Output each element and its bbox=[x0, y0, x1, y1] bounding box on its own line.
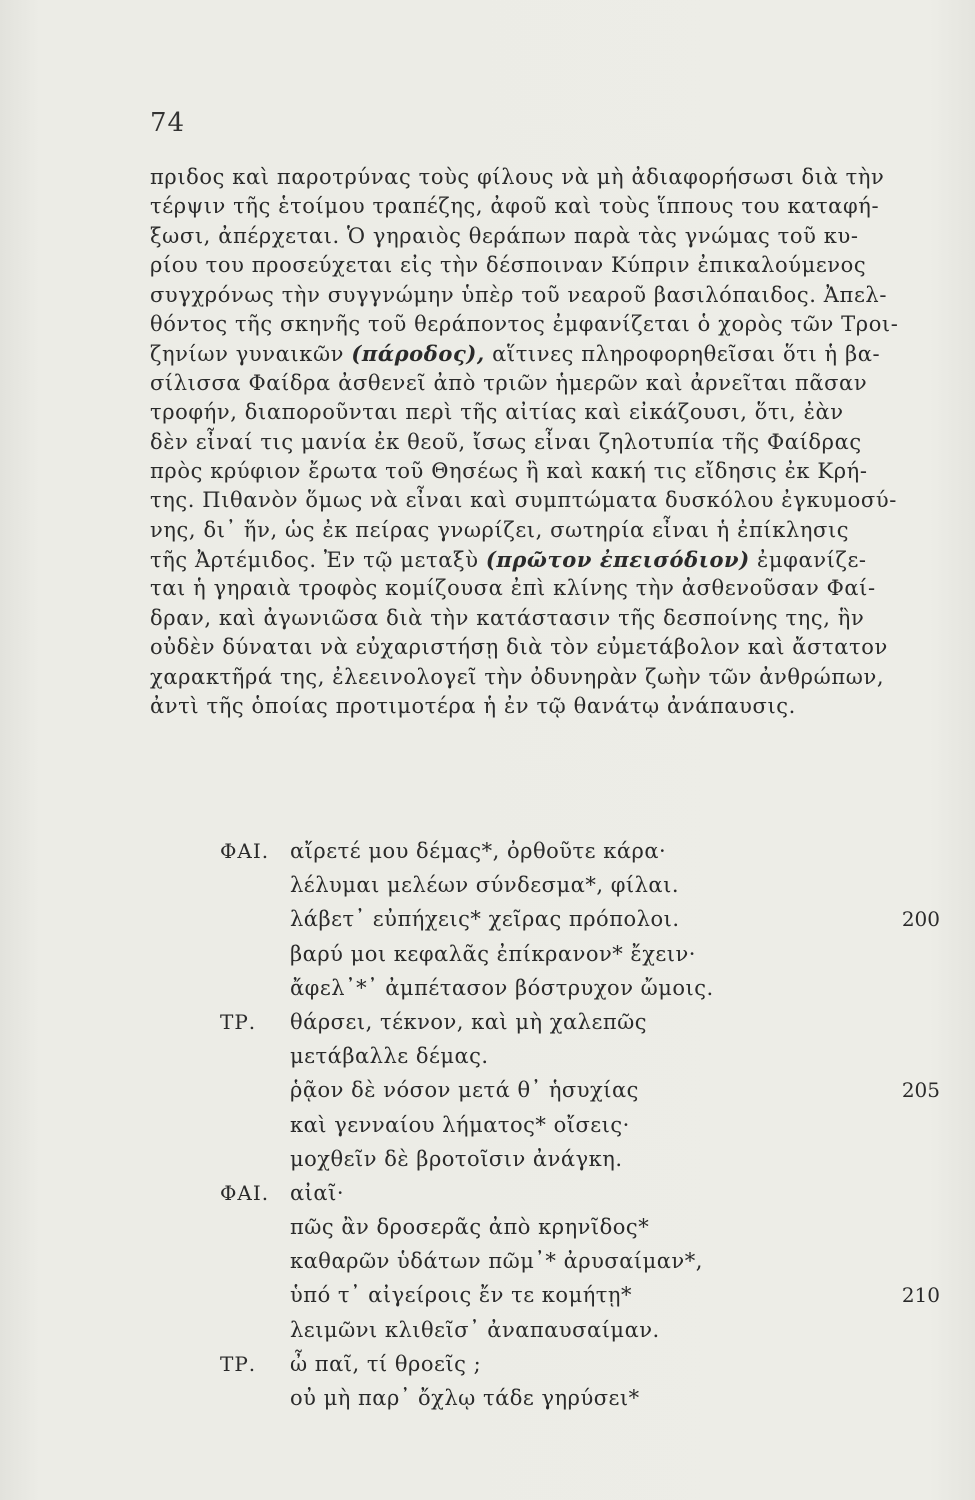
verse-line bbox=[220, 937, 960, 971]
verse-text: ῥᾷον δὲ νόσον μετά θ᾽ ἡσυχίας bbox=[290, 1078, 639, 1103]
prose-line: συγχρόνως τὴν συγγνώμην ὑπὲρ τοῦ νεαροῦ βασιλόπαιδος. Ἀπελ- bbox=[150, 282, 888, 307]
verse-line bbox=[220, 1108, 960, 1142]
verse-text: θάρσει, τέκνον, καὶ μὴ χαλεπῶς bbox=[290, 1009, 648, 1034]
prose-line: της. Πιθανὸν ὅμως νὰ εἶναι καὶ συμπτώματα δυσκόλου ἐγκυμοσύ- bbox=[150, 488, 897, 513]
verse-line bbox=[220, 971, 960, 1005]
prose-line: οὐδὲν δύναται νὰ εὐχαριστήσῃ διὰ τὸν εὐμετάβολον καὶ ἄστατον bbox=[150, 635, 888, 660]
verse-line bbox=[220, 1073, 960, 1107]
prose-line: ται ἡ γηραιὰ τροφὸς κομίζουσα ἐπὶ κλίνης τὴν ἀσθενοῦσαν Φαί- bbox=[150, 576, 876, 601]
verse-line bbox=[220, 1210, 960, 1244]
verse-text: αἰαῖ· bbox=[290, 1180, 345, 1205]
speaker-label: ΤΡ. bbox=[220, 1009, 257, 1034]
prose-text: τῆς Ἀρτέμιδος. Ἐν τῷ μεταξὺ bbox=[150, 548, 486, 573]
verse-line bbox=[220, 834, 960, 868]
prose-line: νης, δι᾽ ἥν, ὡς ἐκ πείρας γνωρίζει, σωτηρία εἶναι ἡ ἐπίκλησις bbox=[150, 517, 850, 542]
speaker-label: ΦΑΙ. bbox=[220, 1180, 270, 1205]
prose-line: σίλισσα Φαίδρα ἀσθενεῖ ἀπὸ τριῶν ἡμερῶν καὶ ἀρνεῖται πᾶσαν bbox=[150, 370, 868, 395]
verse-text: βαρύ μοι κεφαλᾶς ἐπίκρανον* ἔχειν· bbox=[290, 941, 696, 966]
prose-text: ἐμφανίζε- bbox=[749, 548, 867, 573]
verse-line bbox=[220, 1005, 960, 1039]
prose-line: δὲν εἶναί τις μανία ἐκ θεοῦ, ἴσως εἶναι ζηλοτυπία τῆς Φαίδρας bbox=[150, 429, 862, 454]
prose-line: πριδος καὶ παροτρύνας τοὺς φίλους νὰ μὴ ἀδιαφορήσωσι διὰ τὴν bbox=[150, 165, 885, 189]
verse-text: ἄφελ᾽*᾽ ἀμπέτασον βόστρυχον ὤμοις. bbox=[290, 975, 714, 1000]
prose-line: τροφήν, διαποροῦνται περὶ τῆς αἰτίας καὶ εἰκάζουσι, ὅτι, ἐὰν bbox=[150, 400, 844, 425]
prose-line bbox=[150, 545, 950, 574]
parodos-term: (πάροδος), bbox=[351, 341, 485, 367]
epeisodion-term: (πρῶτον ἐπεισόδιον) bbox=[485, 547, 750, 573]
verse-line bbox=[220, 1142, 960, 1176]
verse-block bbox=[220, 834, 960, 1415]
prose-text: ζηνίων γυναικῶν bbox=[150, 342, 352, 367]
verse-line bbox=[220, 1347, 960, 1381]
verse-text: μοχθεῖν δὲ βροτοῖσιν ἀνάγκη. bbox=[290, 1146, 623, 1171]
prose-line: χαρακτῆρά της, ἐλεεινολογεῖ τὴν ὀδυνηρὰν ζωὴν τῶν ἀνθρώπων, bbox=[150, 664, 885, 689]
verse-line bbox=[220, 1313, 960, 1347]
verse-text: λέλυμαι μελέων σύνδεσμα*, φίλαι. bbox=[290, 873, 680, 898]
speaker-label: ΦΑΙ. bbox=[220, 839, 270, 863]
verse-text: λειμῶνι κλιθεῖσ᾽ ἀναπαυσαίμαν. bbox=[290, 1317, 660, 1342]
prose-line: θόντος τῆς σκηνῆς τοῦ θεράποντος ἐμφανίζεται ὁ χορὸς τῶν Τροι- bbox=[150, 311, 899, 336]
verse-text: οὐ μὴ παρ᾽ ὄχλῳ τάδε γηρύσει* bbox=[290, 1386, 640, 1410]
prose-text: αἵτινες πληροφορηθεῖσαι ὅτι ἡ βα- bbox=[484, 342, 881, 367]
verse-line bbox=[220, 1278, 960, 1312]
verse-line bbox=[220, 1381, 960, 1415]
verse-text: ὦ παῖ, τί θροεῖς ; bbox=[290, 1351, 482, 1376]
verse-line bbox=[220, 1176, 960, 1210]
prose-line: πρὸς κρύφιον ἔρωτα τοῦ Θησέως ἢ καὶ κακή τις εἴδησις ἐκ Κρή- bbox=[150, 458, 868, 483]
line-number: 210 bbox=[901, 1283, 940, 1308]
prose-line: τέρψιν τῆς ἑτοίμου τραπέζης, ἀφοῦ καὶ τοὺς ἵππους του καταφή- bbox=[150, 194, 880, 219]
prose-line: ρίου του προσεύχεται εἰς τὴν δέσποιναν Κύπριν ἐπικαλούμενος bbox=[150, 253, 867, 278]
prose-line bbox=[150, 339, 950, 368]
verse-text: καθαρῶν ὑδάτων πῶμ᾽* ἀρυσαίμαν*, bbox=[290, 1249, 703, 1274]
speaker-label: ΤΡ. bbox=[220, 1351, 257, 1376]
prose-line: ξωσι, ἀπέρχεται. Ὁ γηραιὸς θεράπων παρὰ τὰς γνώμας τοῦ κυ- bbox=[150, 223, 859, 248]
verse-text: αἴρετέ μου δέμας*, ὀρθοῦτε κάρα· bbox=[290, 839, 667, 863]
prose-block bbox=[150, 163, 950, 721]
verse-line bbox=[220, 868, 960, 902]
verse-text: ὑπό τ᾽ αἰγείροις ἔν τε κομήτῃ* bbox=[290, 1283, 632, 1308]
prose-line: δραν, καὶ ἀγωνιῶσα διὰ τὴν κατάστασιν τῆς δεσποίνης της, ἣν bbox=[150, 605, 865, 630]
verse-text: μετάβαλλε δέμας. bbox=[290, 1044, 489, 1069]
page-number: 74 bbox=[150, 108, 186, 138]
prose-line: ἀντὶ τῆς ὁποίας προτιμοτέρα ἡ ἐν τῷ θανάτῳ ἀνάπαυσις. bbox=[150, 694, 796, 719]
verse-text: πῶς ἂν δροσερᾶς ἀπὸ κρηνῖδος* bbox=[290, 1215, 650, 1240]
verse-line bbox=[220, 1244, 960, 1278]
verse-line bbox=[220, 902, 960, 936]
line-number: 200 bbox=[901, 907, 940, 932]
verse-line bbox=[220, 1039, 960, 1073]
line-number: 205 bbox=[901, 1078, 940, 1103]
verse-text: καὶ γενναίου λήματος* οἴσεις· bbox=[290, 1112, 630, 1137]
verse-text: λάβετ᾽ εὐπήχεις* χεῖρας πρόπολοι. bbox=[290, 907, 680, 932]
